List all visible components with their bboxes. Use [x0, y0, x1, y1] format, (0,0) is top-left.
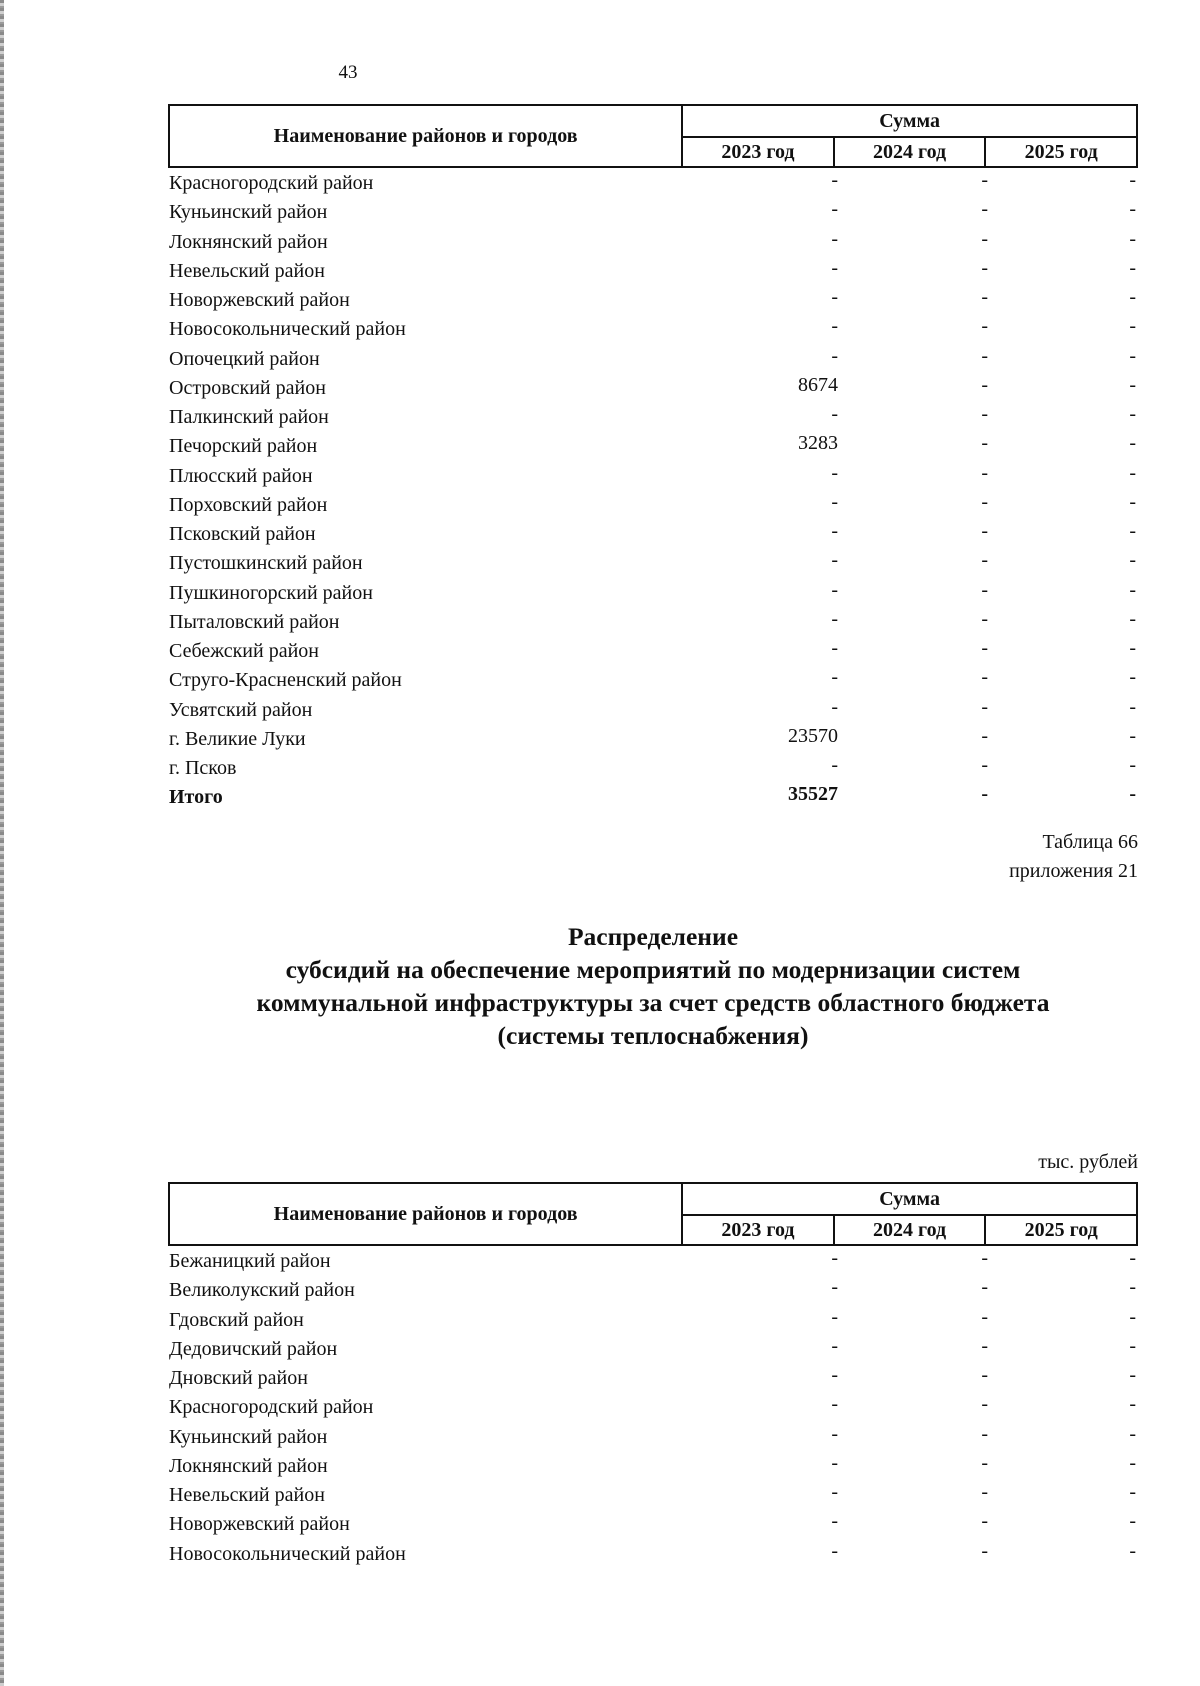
value-2023: - [831, 1393, 838, 1416]
value-2024: - [981, 227, 988, 250]
table1-body [168, 169, 1138, 813]
row-name: Опочецкий район [169, 347, 320, 370]
value-2023: - [831, 549, 838, 572]
row-name: Пустошкинский район [169, 552, 363, 575]
table-number: Таблица 66 [1042, 831, 1138, 853]
value-2025: - [1129, 783, 1136, 806]
value-2025: - [1129, 1481, 1136, 1503]
row-name: Палкинский район [169, 406, 329, 428]
table-row [168, 549, 1138, 578]
value-2024: - [981, 1393, 988, 1416]
row-name: Красногородский район [169, 1396, 374, 1419]
value-2023: - [831, 1510, 838, 1533]
table-row [168, 1540, 1138, 1569]
value-2025: - [1129, 315, 1136, 338]
value-2023: - [831, 490, 838, 513]
year-header-2024: 2024 год [834, 1215, 986, 1245]
value-2023: - [831, 227, 838, 250]
table-row [168, 579, 1138, 608]
value-2025: - [1129, 1393, 1136, 1416]
row-name: Порховский район [169, 493, 328, 516]
row-name: Себежский район [169, 640, 319, 662]
row-name: Дновский район [169, 1367, 308, 1389]
value-2024: - [981, 1305, 988, 1328]
value-2025: - [1129, 1334, 1136, 1357]
value-2025: - [1129, 1451, 1136, 1474]
value-2025: - [1129, 666, 1136, 689]
row-name: Локнянский район [169, 230, 328, 253]
value-2024: - [981, 169, 988, 191]
value-2024: - [981, 578, 988, 601]
value-2025: - [1129, 461, 1136, 484]
value-2025: - [1129, 344, 1136, 367]
row-name: г. Псков [169, 757, 237, 779]
value-2024: - [981, 724, 988, 747]
value-2023: - [831, 169, 838, 191]
row-name: Плюсский район [169, 464, 313, 487]
value-2025: - [1129, 724, 1136, 747]
table-row [168, 1335, 1138, 1364]
value-2024: - [981, 461, 988, 484]
table-row [168, 374, 1138, 403]
table-label [1009, 828, 1138, 886]
page-number: 43 [338, 62, 358, 83]
value-2024: - [981, 1364, 988, 1386]
row-name: Новосокольнический район [169, 1542, 406, 1565]
table-row [168, 608, 1138, 637]
table-row [168, 1364, 1138, 1393]
value-2023: 35527 [788, 783, 838, 806]
table-row [168, 1306, 1138, 1335]
value-2023: - [831, 1276, 838, 1299]
table-row [168, 286, 1138, 315]
value-2025: - [1129, 490, 1136, 513]
value-2023: - [831, 666, 838, 689]
appendix-number: приложения 21 [1009, 860, 1138, 882]
row-name: Великолукский район [169, 1279, 355, 1302]
value-2023: - [831, 1422, 838, 1445]
value-2024: - [981, 256, 988, 279]
value-2025: - [1129, 549, 1136, 572]
value-2024: - [981, 1334, 988, 1357]
table-row [168, 228, 1138, 257]
value-2024: - [981, 1451, 988, 1474]
year-header-2025: 2025 год [985, 1215, 1137, 1245]
value-2024: - [981, 607, 988, 630]
scan-edge [0, 0, 4, 1686]
value-2024: - [981, 1247, 988, 1269]
value-2023: - [831, 286, 838, 308]
table-row [168, 462, 1138, 491]
sum-header: Сумма [682, 105, 1137, 137]
value-2025: - [1129, 256, 1136, 279]
value-2025: - [1129, 1305, 1136, 1328]
value-2024: - [981, 344, 988, 367]
value-2025: - [1129, 1510, 1136, 1533]
row-name: Гдовский район [169, 1308, 304, 1331]
table1-header [168, 104, 1138, 168]
value-2023: - [831, 578, 838, 601]
value-2025: - [1129, 198, 1136, 221]
value-2024: - [981, 1510, 988, 1533]
table-row [168, 520, 1138, 549]
value-2025: - [1129, 607, 1136, 630]
value-2024: - [981, 783, 988, 806]
row-name: Пыталовский район [169, 610, 340, 633]
title-line-3: коммунальной инфраструктуры за счет средств областного бюджета [256, 988, 1050, 1017]
value-2025: - [1129, 1364, 1136, 1386]
value-2025: - [1129, 227, 1136, 250]
table-row [168, 637, 1138, 666]
value-2024: - [981, 315, 988, 338]
table-row [168, 1481, 1138, 1510]
table-row [168, 1247, 1138, 1276]
value-2023: - [831, 607, 838, 630]
row-name: Куньинский район [169, 1425, 328, 1448]
page-title [168, 920, 1138, 1052]
value-2024: - [981, 637, 988, 659]
table-row [168, 315, 1138, 344]
name-column-header: Наименование районов и городов [169, 105, 682, 167]
title-line-4: (системы теплоснабжения) [497, 1021, 809, 1050]
row-name: Итого [169, 786, 223, 809]
table-total-row [168, 783, 1138, 812]
row-name: Пушкиногорский район [169, 581, 373, 604]
year-header-2023: 2023 год [682, 137, 834, 167]
value-2024: - [981, 1422, 988, 1445]
value-2024: - [981, 1276, 988, 1299]
value-2024: - [981, 666, 988, 689]
value-2024: - [981, 286, 988, 308]
table-row [168, 754, 1138, 783]
value-2024: - [981, 520, 988, 542]
value-2025: - [1129, 1247, 1136, 1269]
value-2023: 3283 [798, 432, 838, 455]
value-2023: - [831, 198, 838, 221]
value-2025: - [1129, 637, 1136, 659]
value-2023: - [831, 520, 838, 542]
value-2023: - [831, 1364, 838, 1386]
year-header-2024: 2024 год [834, 137, 986, 167]
value-2023: - [831, 1539, 838, 1562]
table2-body [168, 1247, 1138, 1569]
value-2023: - [831, 1305, 838, 1328]
row-name: Новоржевский район [169, 1513, 350, 1536]
value-2025: - [1129, 1276, 1136, 1299]
table-row [168, 1510, 1138, 1539]
value-2023: - [831, 1451, 838, 1474]
row-name: г. Великие Луки [169, 727, 306, 750]
row-name: Куньинский район [169, 201, 328, 224]
value-2024: - [981, 695, 988, 718]
value-2025: - [1129, 1539, 1136, 1562]
value-2023: - [831, 256, 838, 279]
name-column-header: Наименование районов и городов [169, 1183, 682, 1245]
year-header-2025: 2025 год [985, 137, 1137, 167]
value-2025: - [1129, 373, 1136, 396]
table-row [168, 725, 1138, 754]
table-row [168, 491, 1138, 520]
table-row [168, 666, 1138, 695]
value-2023: 8674 [798, 373, 838, 396]
value-2023: - [831, 637, 838, 659]
value-2024: - [981, 373, 988, 396]
value-2025: - [1129, 754, 1136, 776]
value-2023: - [831, 1247, 838, 1269]
row-name: Дедовичский район [169, 1337, 338, 1360]
value-2025: - [1129, 169, 1136, 191]
units-label: тыс. рублей [1038, 1151, 1138, 1173]
table-row [168, 696, 1138, 725]
value-2024: - [981, 432, 988, 455]
sum-header: Сумма [682, 1183, 1137, 1215]
value-2025: - [1129, 286, 1136, 308]
row-name: Усвятский район [169, 698, 313, 721]
value-2024: - [981, 403, 988, 425]
value-2023: - [831, 461, 838, 484]
row-name: Красногородский район [169, 172, 374, 194]
table-row [168, 1276, 1138, 1305]
value-2024: - [981, 549, 988, 572]
value-2025: - [1129, 578, 1136, 601]
value-2025: - [1129, 520, 1136, 542]
value-2024: - [981, 1481, 988, 1503]
table-row [168, 1393, 1138, 1422]
value-2023: - [831, 695, 838, 718]
value-2025: - [1129, 432, 1136, 455]
table-row [168, 169, 1138, 198]
value-2023: - [831, 754, 838, 776]
value-2023: - [831, 403, 838, 425]
value-2025: - [1129, 1422, 1136, 1445]
table-row [168, 403, 1138, 432]
row-name: Локнянский район [169, 1454, 328, 1477]
table2-header [168, 1182, 1138, 1246]
row-name: Псковский район [169, 523, 316, 545]
row-name: Печорский район [169, 435, 318, 458]
row-name: Бежаницкий район [169, 1250, 331, 1272]
year-header-2023: 2023 год [682, 1215, 834, 1245]
title-line-2: субсидий на обеспечение мероприятий по модернизации систем [285, 955, 1021, 984]
row-name: Новоржевский район [169, 289, 350, 311]
table-row [168, 1452, 1138, 1481]
value-2025: - [1129, 403, 1136, 425]
table-row [168, 1423, 1138, 1452]
row-name: Струго-Красненский район [169, 669, 402, 692]
table-row [168, 432, 1138, 461]
table-row [168, 257, 1138, 286]
row-name: Новосокольнический район [169, 318, 406, 341]
value-2024: - [981, 198, 988, 221]
value-2024: - [981, 754, 988, 776]
value-2023: - [831, 344, 838, 367]
value-2023: 23570 [788, 724, 838, 747]
value-2023: - [831, 1481, 838, 1503]
value-2024: - [981, 1539, 988, 1562]
value-2023: - [831, 315, 838, 338]
value-2023: - [831, 1334, 838, 1357]
value-2024: - [981, 490, 988, 513]
row-name: Островский район [169, 376, 326, 399]
value-2025: - [1129, 695, 1136, 718]
table-row [168, 345, 1138, 374]
row-name: Невельский район [169, 1484, 325, 1506]
row-name: Невельский район [169, 259, 325, 282]
title-line-1: Распределение [567, 922, 739, 951]
table-row [168, 198, 1138, 227]
